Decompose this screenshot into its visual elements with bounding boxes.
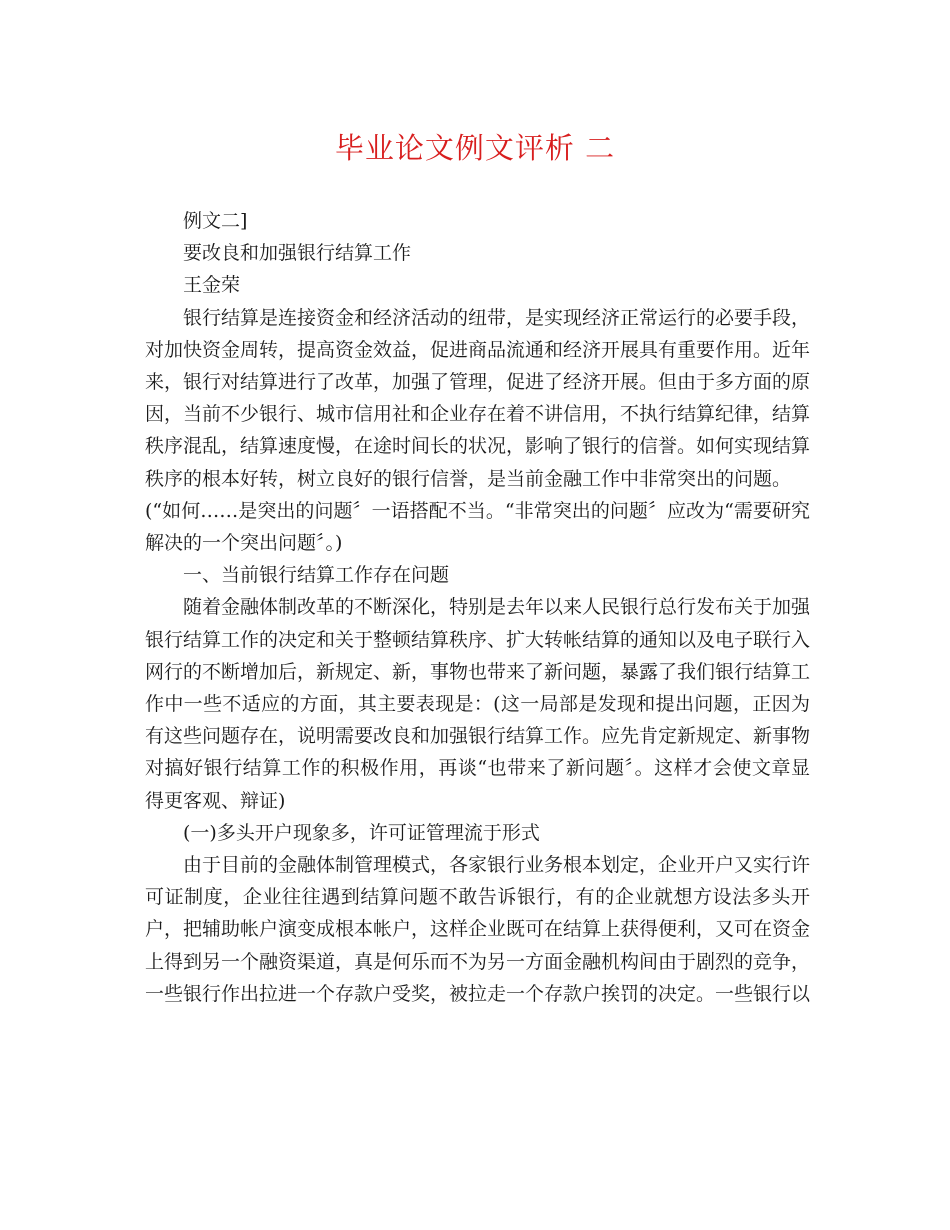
paragraph: 银行结算是连接资金和经济活动的纽带，是实现经济正常运行的必要手段，对加快资金周转，提高资金效益，促进商品流通和经济开展具有重要作用。近年来，银行对结算进行了改革，加强了管理，促进了经济开展。但由于多方面的原因，当前不少银行、城市信用社和企业存在着不讲信用，不执行结算纪律，结算秩序混乱，结算速度慢，在途时间长的状况，影响了银行的信誉。如何实现结算秩序的根本好转，树立良好的银行信誉，是当前金融工作中非常突出的问题。 (145, 306, 811, 490)
paragraph: 王金荣 (183, 274, 241, 297)
paragraph: 随着金融体制改革的不断深化，特别是去年以来人民银行总行发布关于加强银行结算工作的决定和关于整顿结算秩序、扩大转帐结算的通知以及电子联行入网行的不断增加后，新规定、新，事物也带来了新问题，暴露了我们银行结算工作中一些不适应的方面，其主要表现是：(这一局部是发现和提出问题，正因为有这些问题存在，说明需要改良和加强银行结算工作。应先肯定新规定、新事物对搞好银行结算工作的积极作用，再谈“也带来了新问题〞。这样才会使文章显得更客观、辩证) (145, 596, 811, 812)
paragraph: (一)多头开户现象多，许可证管理流于形式 (183, 821, 540, 844)
paragraph: (“如何……是突出的问题〞一语搭配不当。“非常突出的问题〞应改为“需要研究解决的一个突出问题〞。) (145, 499, 810, 555)
document-title: 毕业论文例文评析 二 (334, 131, 616, 165)
document-body (145, 205, 810, 1010)
paragraph: 一、当前银行结算工作存在问题 (183, 564, 450, 587)
paragraph: 由于目前的金融体制管理模式，各家银行业务根本划定，企业开户又实行许可证制度，企业往往遇到结算问题不敢告诉银行，有的企业就想方设法多头开户，把辅助帐户演变成根本帐户，这样企业既可在结算上获得便利，又可在资金上得到另一个融资渠道，真是何乐而不为另一方面金融机构间由于剧烈的竞争，一些银行作出拉进一个存款户受奖，被拉走一个存款户挨罚的决定。一些银行以 (145, 854, 811, 1005)
paragraph: 例文二] (183, 210, 248, 232)
paragraph: 要改良和加强银行结算工作 (183, 242, 412, 265)
